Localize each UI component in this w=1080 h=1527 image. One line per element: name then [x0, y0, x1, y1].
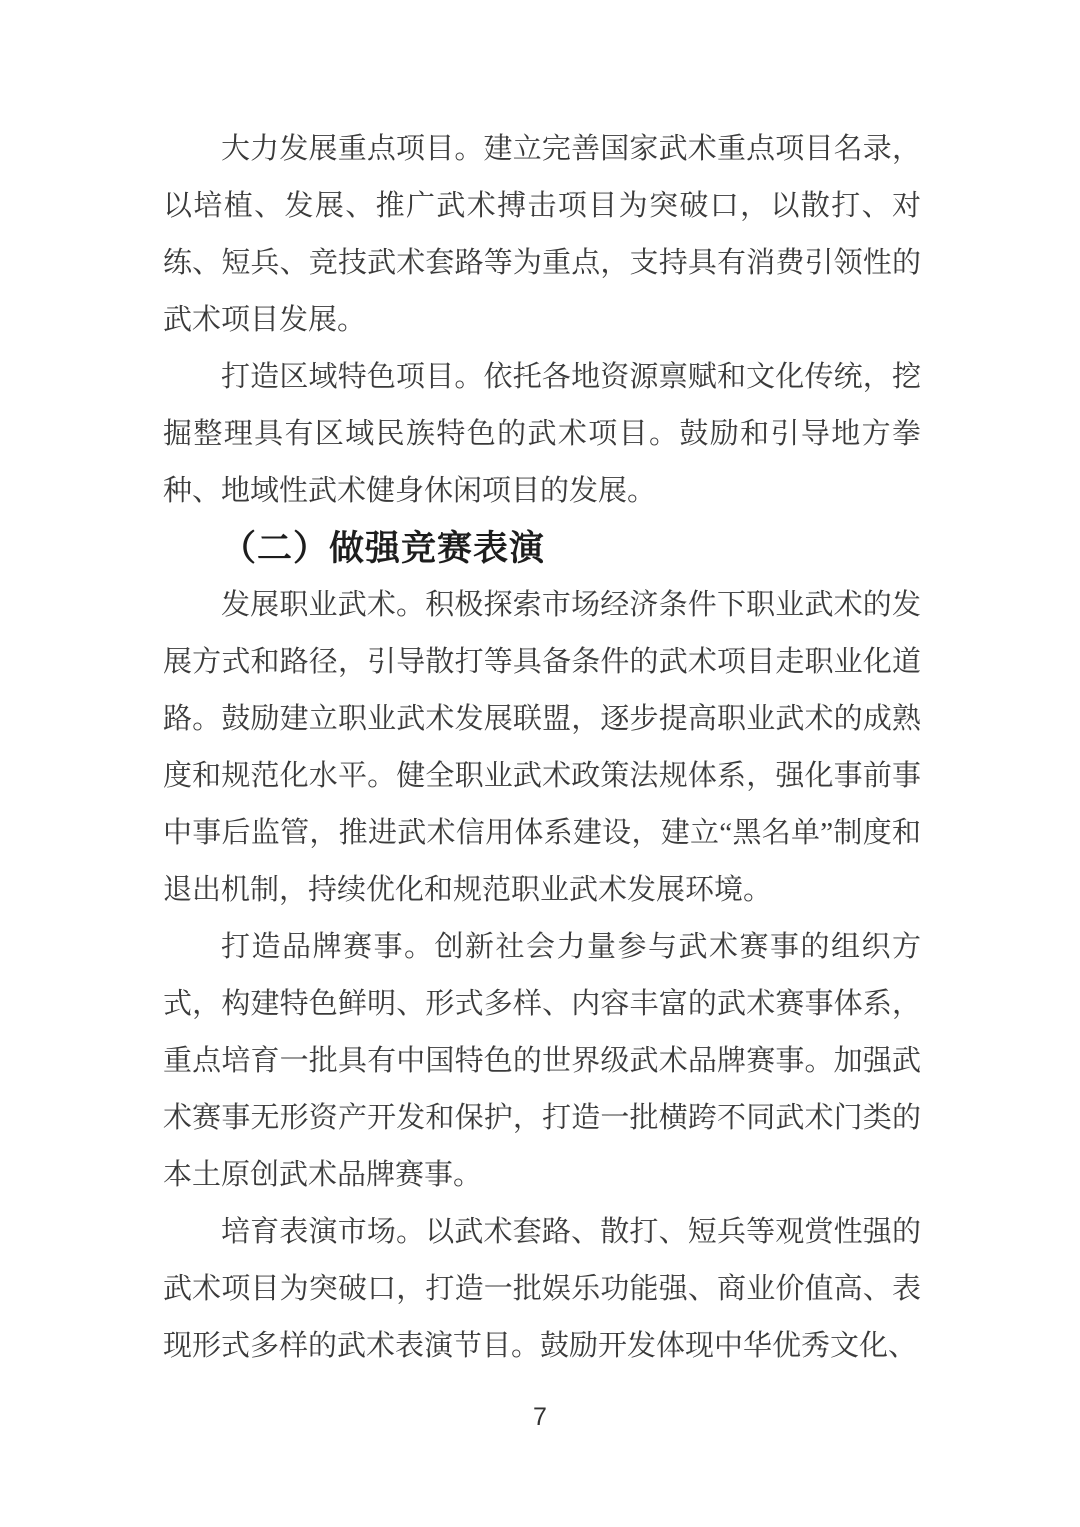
page-number: 7	[533, 1403, 547, 1431]
paragraph-performance-market: 培育表演市场。以武术套路、散打、短兵等观赏性强的武术项目为突破口，打造一批娱乐功能强、商业价值高、表现形式多样的武术表演节目。鼓励开发体现中华优秀文化、	[163, 1216, 921, 1362]
paragraph-brand-events: 打造品牌赛事。创新社会力量参与武术赛事的组织方式，构建特色鲜明、形式多样、内容丰富的武术赛事体系，重点培育一批具有中国特色的世界级武术品牌赛事。加强武术赛事无形资产开发和保护，打造一批横跨不同武术门类的本土原创武术品牌赛事。	[163, 931, 921, 1191]
paragraph-professional-wushu: 发展职业武术。积极探索市场经济条件下职业武术的发展方式和路径，引导散打等具备条件的武术项目走职业化道路。鼓励建立职业武术发展联盟，逐步提高职业武术的成熟度和规范化水平。健全职业武术政策法规体系，强化事前事中事后监管，推进武术信用体系建设，建立“黑名单”制度和退出机制，持续优化和规范职业武术发展环境。	[163, 589, 921, 906]
paragraph-regional-projects: 打造区域特色项目。依托各地资源禀赋和文化传统，挖掘整理具有区域民族特色的武术项目。鼓励和引导地方拳种、地域性武术健身休闲项目的发展。	[163, 361, 921, 507]
paragraph-key-projects: 大力发展重点项目。建立完善国家武术重点项目名录，以培植、发展、推广武术搏击项目为突破口，以散打、对练、短兵、竞技武术套路等为重点，支持具有消费引领性的武术项目发展。	[163, 133, 921, 336]
document-body	[163, 121, 921, 1375]
section-heading-competition-performance: （二）做强竞赛表演	[221, 529, 546, 568]
